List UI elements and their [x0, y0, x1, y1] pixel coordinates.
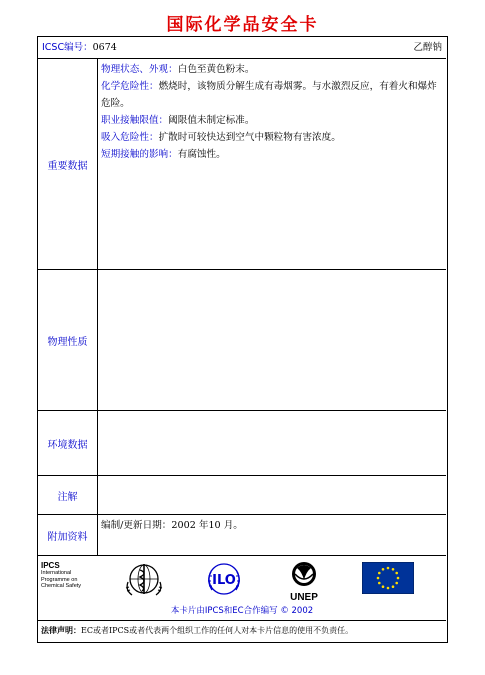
section-label-important: 重要数据: [38, 59, 98, 269]
icsc-label: ICSC编号：: [42, 42, 93, 53]
card-title: 国际化学品安全卡: [166, 15, 319, 35]
card-header: [38, 37, 446, 59]
ilo-logo-icon: [202, 560, 246, 604]
item-chemical-hazard: 化学危险性：燃烧时，该物质分解生成有毒烟雾。与水激烈反应，有着火和爆炸危险。: [101, 81, 437, 109]
footer-logos: [38, 556, 446, 621]
legal-label: 法律声明：: [41, 626, 81, 635]
section-content-physical: [98, 270, 446, 410]
eu-flag-icon: [362, 562, 414, 598]
section-label-notes: 注解: [38, 476, 98, 514]
item-short-term-effects: 短期接触的影响：有腐蚀性。: [101, 149, 226, 160]
footer-credit: 本卡片由IPCS和EC合作编写 © 2002: [170, 606, 314, 616]
icsc-id: [42, 37, 117, 58]
svg-text:ILO: ILO: [212, 573, 236, 588]
chemical-name: 乙醇钠: [413, 42, 442, 53]
section-label-physical: 物理性质: [38, 270, 98, 410]
icsc-number: 0674: [92, 42, 117, 53]
unep-label: UNEP: [290, 592, 318, 603]
section-content-important: [98, 59, 446, 269]
section-additional: [38, 515, 446, 556]
item-exposure-limit: 职业接触限值：阈限值未制定标准。: [101, 115, 255, 126]
item-inhalation-risk: 吸入危险性：扩散时可较快达到空气中颗粒物有害浓度。: [101, 132, 341, 143]
section-environment: [38, 411, 446, 476]
legal-text: EC或者IPCS或者代表两个组织工作的任何人对本卡片信息的使用不负责任。: [81, 626, 354, 635]
safety-card: [37, 36, 448, 643]
section-content-additional: [98, 515, 446, 555]
section-content-notes: [98, 476, 446, 514]
update-date: 编制/更新日期：2002 年10 月。: [101, 520, 243, 531]
section-physical: [38, 270, 446, 411]
section-content-environment: [98, 411, 446, 475]
ipcs-logo-text: IPCS International Programme on Chemical Safety: [41, 561, 82, 589]
section-label-environment: 环境数据: [38, 411, 98, 475]
unep-logo: [282, 560, 326, 603]
section-label-additional: 附加资料: [38, 515, 98, 555]
legal-notice: [38, 620, 446, 642]
section-notes: [38, 476, 446, 515]
item-appearance: 物理状态、外观：白色至黄色粉末。: [101, 64, 255, 75]
section-important: [38, 59, 446, 270]
important-items: [98, 59, 446, 165]
who-logo-icon: [122, 560, 166, 604]
